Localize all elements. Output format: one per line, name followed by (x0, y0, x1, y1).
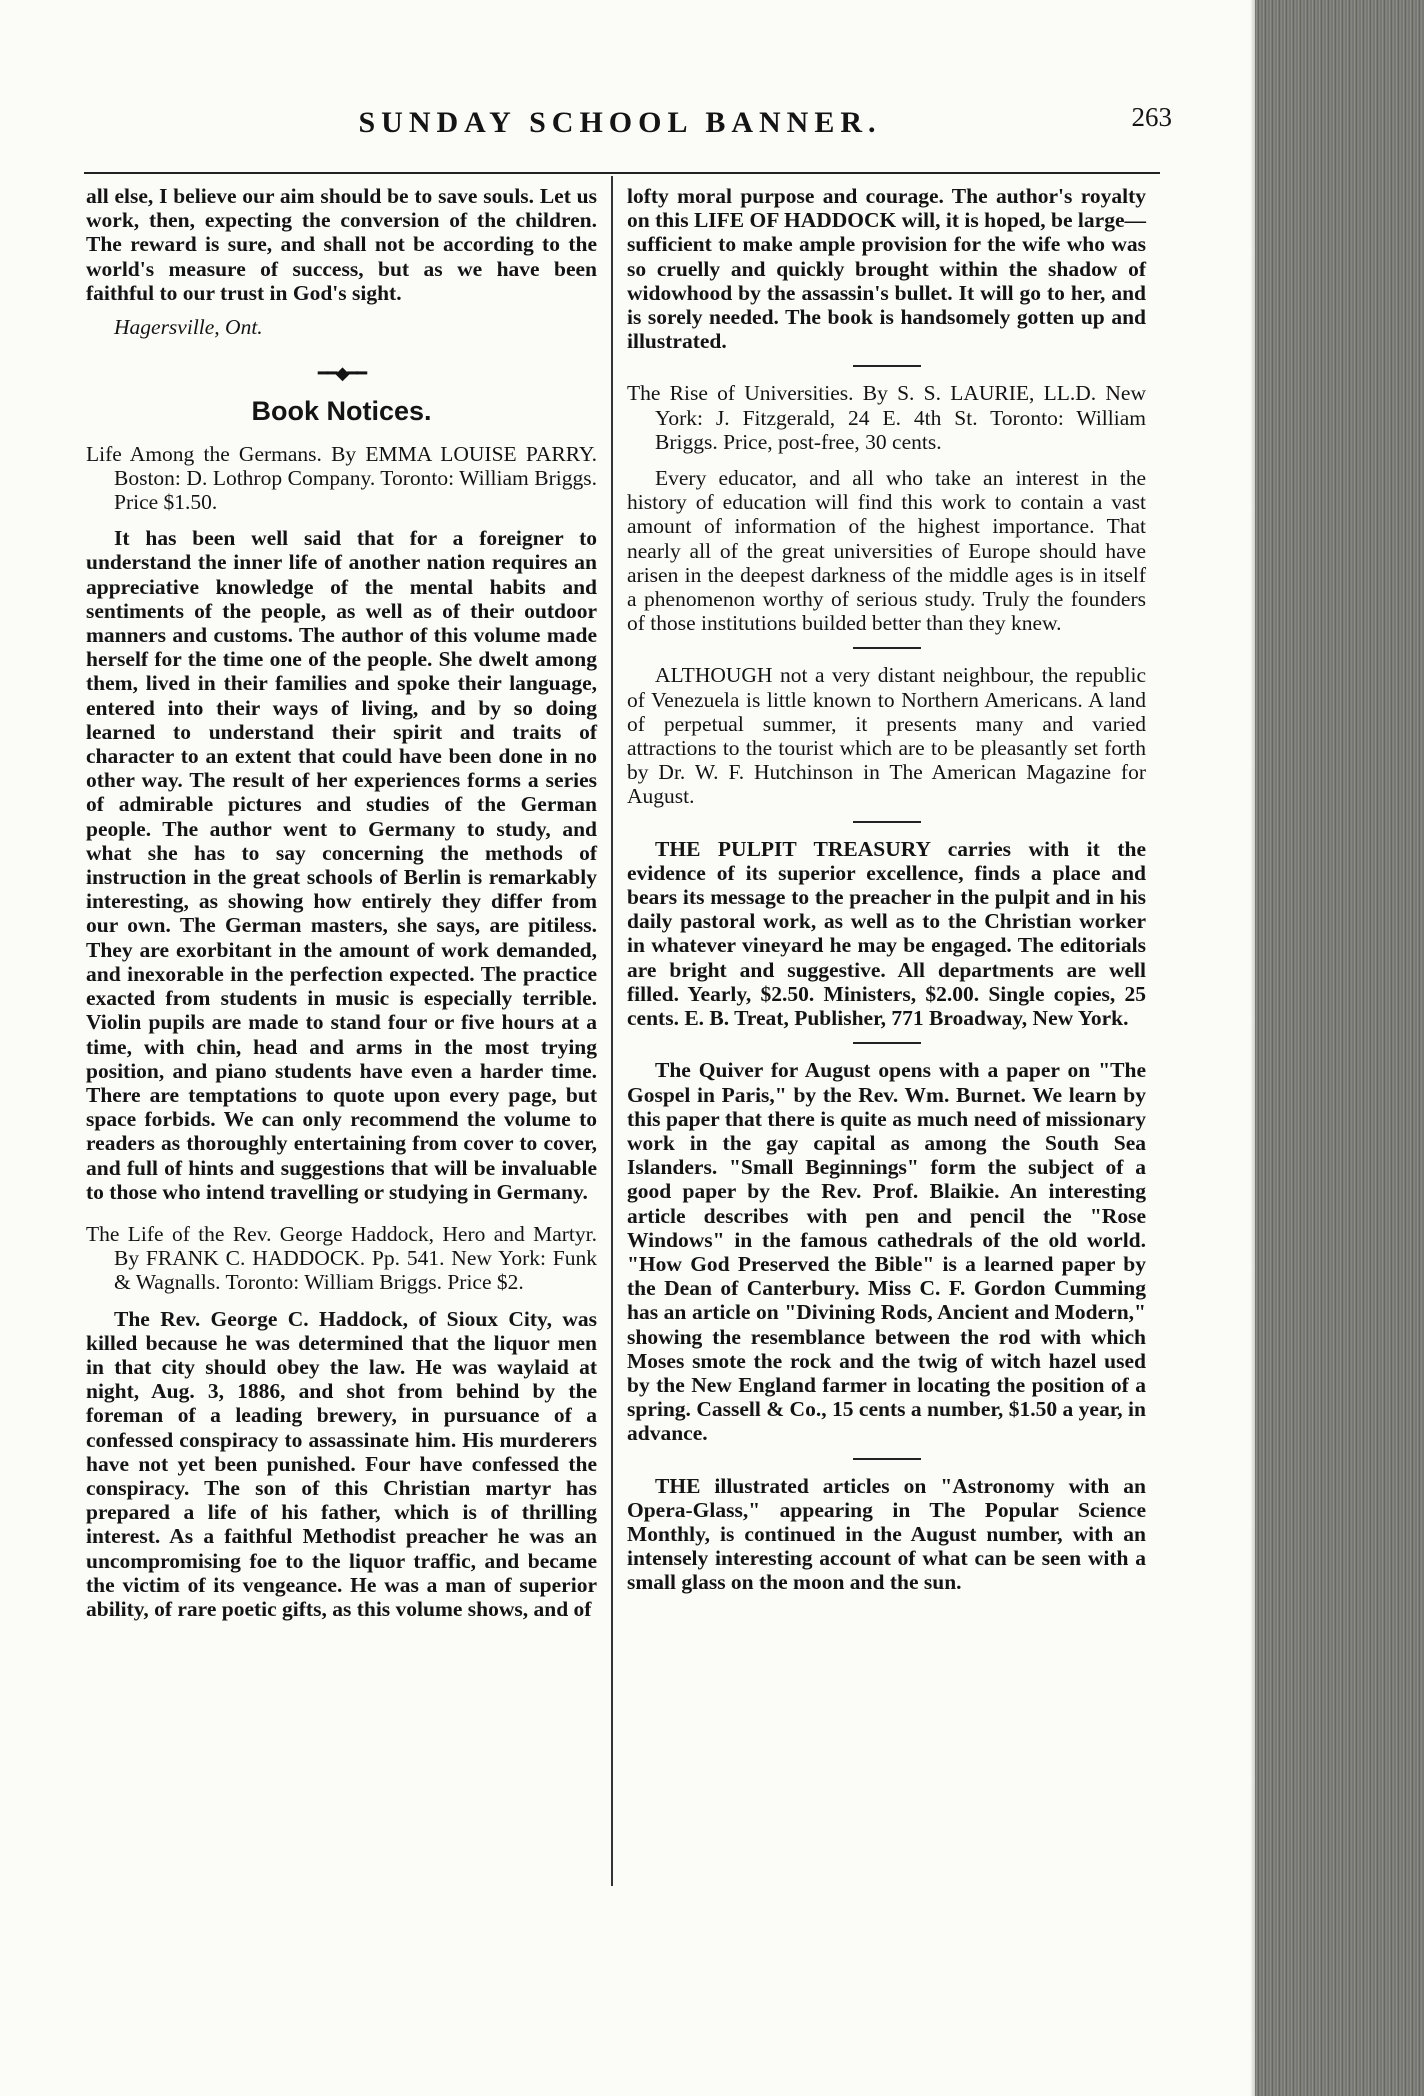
separator-rule (853, 647, 921, 649)
closing-paragraph: all else, I believe our aim should be to save souls. Let us work, then, expecting the conversion of the children. The reward is sure, and shall not be according to the world's measure of success, but as we have been faithful to our trust in God's sight. (86, 184, 597, 305)
page-number: 263 (1131, 102, 1172, 132)
notice-body: ALTHOUGH not a very distant neighbour, the republic of Venezuela is little known to Northern Americans. A land of perpetual summer, it presents many and varied attractions to the tourist which are to be pleasantly set forth by Dr. W. F. Hutchinson in The American Magazine for August. (627, 663, 1146, 809)
column-divider (611, 176, 613, 1886)
continued-paragraph: lofty moral purpose and courage. The author's royalty on this LIFE OF HADDOCK will, it is hoped, be large—sufficient to make ample provision for the wife who was so cruelly and quickly brought within the shadow of widowhood by the assassin's bullet. It will go to her, and is sorely needed. The book is handsomely gotten up and illustrated. (627, 184, 1146, 354)
notice-title: The Life of the Rev. George Haddock, Hero and Martyr. By FRANK C. HADDOCK. Pp. 541. New York: Funk & Wagnalls. Toronto: William Briggs. Price $2. (86, 1221, 597, 1295)
page-edges (1255, 0, 1424, 2096)
notice-body: THE illustrated articles on "Astronomy with an Opera-Glass," appearing in The Popular Science Monthly, is continued in the August number, with an intensely interesting account of what can be seen with a small glass on the moon and the sun. (627, 1473, 1146, 1595)
notice-body: The Quiver for August opens with a paper on "The Gospel in Paris," by the Rev. Wm. Burnet. We learn by this paper that there is quite as much need of missionary work in the gay capital as among the South Sea Islanders. "Small Beginnings" form the subject of a good paper by the Rev. Prof. Blaikie. An interesting article describes with pen and pencil the "Rose Windows" in the famous cathedrals of the old world. "How God Preserved the Bible" is a learned paper by the Dean of Canterbury. Miss C. F. Gordon Cumming has an article on "Divining Rods, Ancient and Modern," showing the resemblance between the rod with which Moses smote the rock and the twig of witch hazel used by the New England farmer in locating the position of a spring. Cassell & Co., 15 cents a number, $1.50 a year, in advance. (627, 1058, 1146, 1446)
notice-body: Every educator, and all who take an interest in the history of education will find this work to contain a vast amount of information of the highest importance. That nearly all of the great universities of Europe should have arisen in the deepest darkness of the middle ages is in itself a phenomenon worthy of serious study. Truly the founders of those institutions builded better than they knew. (627, 466, 1146, 636)
left-column (86, 184, 597, 1631)
dateline: Hagersville, Ont. (114, 315, 263, 340)
notice-title: Life Among the Germans. By EMMA LOUISE PARRY. Boston: D. Lothrop Company. Toronto: William Briggs. Price $1.50. (86, 441, 597, 515)
notice-title: The Rise of Universities. By S. S. LAURIE, LL.D. New York: J. Fitzgerald, 24 E. 4th St. Toronto: William Briggs. Price, post-free, 30 cents. (627, 381, 1146, 454)
separator-rule (853, 821, 921, 823)
header-rule (84, 172, 1160, 174)
section-title: Book Notices. (251, 396, 432, 427)
separator-rule (853, 1042, 921, 1044)
notice-body: THE PULPIT TREASURY carries with it the evidence of its superior excellence, finds a place and bears its message to the preacher in the pulpit and in his daily pastoral work, as well as to the Christian worker in whatever vineyard he may be engaged. The editorials are bright and suggestive. All departments are well filled. Yearly, $2.50. Ministers, $2.00. Single copies, 25 cents. E. B. Treat, Publisher, 771 Broadway, New York. (627, 836, 1146, 1031)
notice-body: It has been well said that for a foreigner to understand the inner life of another nation requires an appreciative knowledge of the mental habits and sentiments of the people, as well as of their outdoor manners and customs. The author of this volume made herself for the time one of the people. She dwelt among them, lived in their families and spoke their language, entered into their ways of living, and by so doing learned to understand their spirit and traits of character to an extent that could have been done in no other way. The result of her experiences forms a series of admirable pictures and studies of the German people. The author went to Germany to study, and what she has to say concerning the methods of instruction in the great schools of Berlin is remarkably interesting, as showing how entirely they differ from our own. The German masters, she says, are pitiless. They are exorbitant in the amount of work demanded, and inexorable in the perfection expected. The practice exacted from students in music is especially terrible. Violin pupils are made to stand four or five hours at a time, with chin, head and arms in the most trying position, and piano students have even a harder time. There are temptations to quote upon every page, but space forbids. We can only recommend the volume to readers as thoroughly entertaining from cover to cover, and full of hints and suggestions that will be invaluable to those who intend travelling or studying in Germany. (86, 526, 597, 1204)
separator-rule (853, 365, 921, 367)
separator-rule (853, 1458, 921, 1460)
right-column (627, 184, 1146, 1605)
running-title: SUNDAY SCHOOL BANNER. (358, 106, 882, 139)
ornament-divider: ━━◆━━ (317, 363, 366, 384)
notice-body: The Rev. George C. Haddock, of Sioux City, was killed because he was determined that the liquor men in that city should obey the law. He was waylaid at night, Aug. 3, 1886, and shot from behind by the foreman of a leading brewery, in pursuance of a confessed conspiracy to assassinate him. His murderers have not yet been punished. Four have confessed the conspiracy. The son of this Christian martyr has prepared a life of his father, which is of thrilling interest. As a faithful Methodist preacher he was an uncompromising foe to the liquor traffic, and became the victim of its vengeance. He was a man of superior ability, of rare poetic gifts, as this volume shows, and of (86, 1306, 597, 1621)
